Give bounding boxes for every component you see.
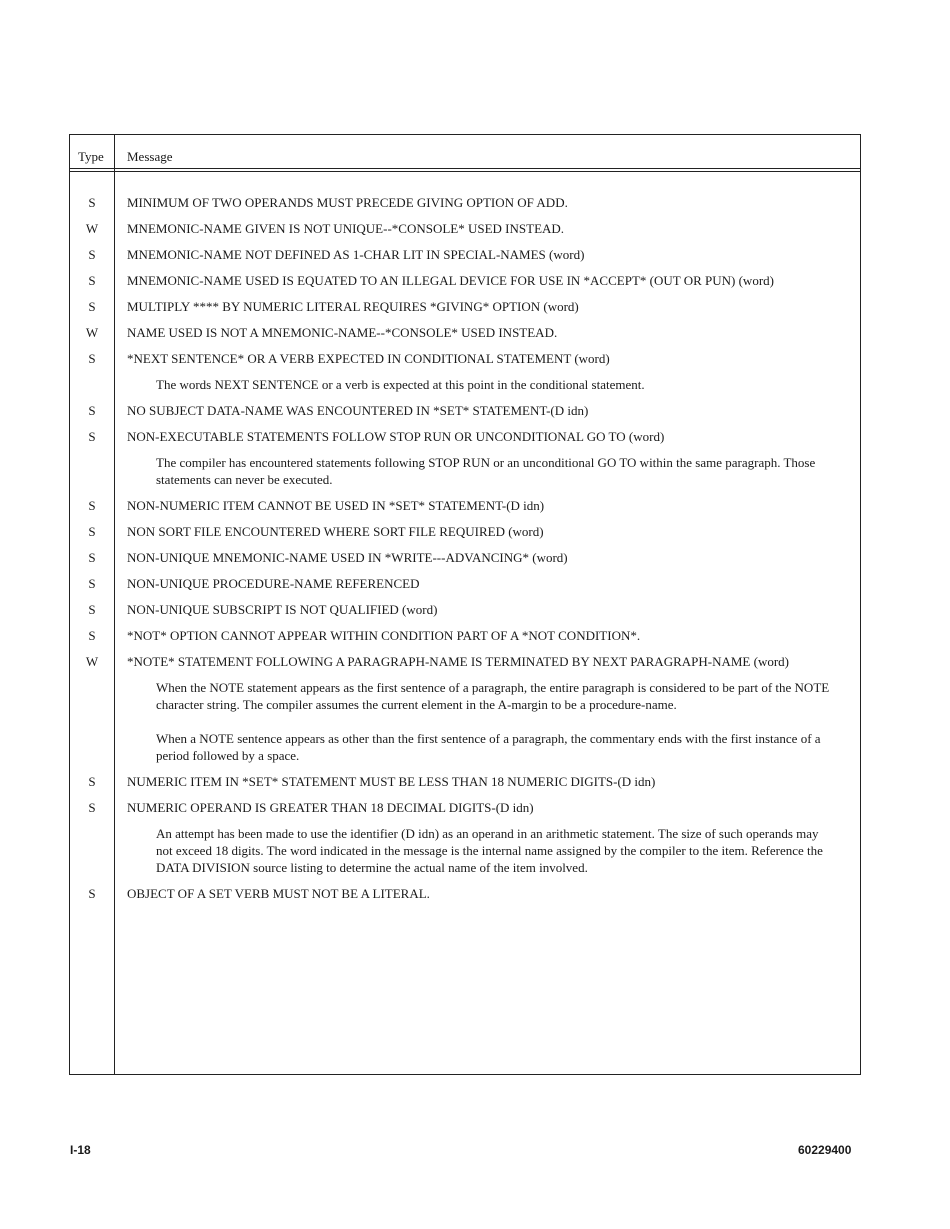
message-text: MNEMONIC-NAME USED IS EQUATED TO AN ILLEGAL DEVICE FOR USE IN *ACCEPT* (OUT OR PUN) (word)	[127, 273, 774, 288]
message-type: S	[88, 273, 96, 288]
table-row	[70, 773, 860, 790]
table-row	[70, 653, 860, 670]
table-row	[70, 601, 860, 618]
table-row	[70, 402, 860, 419]
message-type: S	[88, 550, 96, 565]
table-row	[70, 246, 860, 263]
message-type: W	[85, 325, 99, 340]
message-text: MNEMONIC-NAME GIVEN IS NOT UNIQUE--*CONSOLE* USED INSTEAD.	[127, 221, 565, 236]
message-text: NUMERIC OPERAND IS GREATER THAN 18 DECIMAL DIGITS-(D idn)	[127, 800, 534, 815]
header-rule	[70, 168, 860, 169]
header-message: Message	[127, 149, 173, 164]
explanation-text: The compiler has encountered statements following STOP RUN or an unconditional GO TO within the same paragraph. Those statements can never be executed.	[156, 455, 816, 487]
message-text: MNEMONIC-NAME NOT DEFINED AS 1-CHAR LIT IN SPECIAL-NAMES (word)	[127, 247, 585, 262]
message-type: S	[88, 774, 96, 789]
message-type: S	[88, 576, 96, 591]
table-row	[70, 324, 860, 341]
table-row	[70, 298, 860, 315]
table-row	[70, 272, 860, 289]
explanation-text: When a NOTE sentence appears as other than the first sentence of a paragraph, the commentary ends with the first instance of a period followed by a space.	[156, 731, 821, 763]
message-table	[69, 134, 861, 1075]
message-type: S	[88, 524, 96, 539]
message-text: MULTIPLY **** BY NUMERIC LITERAL REQUIRES *GIVING* OPTION (word)	[127, 299, 579, 314]
table-row	[70, 523, 860, 540]
message-text: NON-UNIQUE MNEMONIC-NAME USED IN *WRITE---ADVANCING* (word)	[127, 550, 568, 565]
table-row	[70, 885, 860, 902]
message-type: S	[88, 299, 96, 314]
message-text: MINIMUM OF TWO OPERANDS MUST PRECEDE GIVING OPTION OF ADD.	[127, 195, 568, 210]
message-text: OBJECT OF A SET VERB MUST NOT BE A LITERAL.	[127, 886, 430, 901]
message-text: *NEXT SENTENCE* OR A VERB EXPECTED IN CONDITIONAL STATEMENT (word)	[127, 351, 610, 366]
table-row	[70, 799, 860, 816]
explanation-text: An attempt has been made to use the identifier (D idn) as an operand in an arithmetic statement. The size of such operands may not exceed 18 digits. The word indicated in the message is the internal name assigned by the compiler to the item. Reference the DATA DIVISION source listing to determine the actual name of the item involved.	[156, 826, 823, 875]
header-type: Type	[78, 149, 104, 164]
message-type: S	[88, 602, 96, 617]
table-row	[70, 549, 860, 566]
table-row	[70, 428, 860, 445]
explanation-text: When the NOTE statement appears as the first sentence of a paragraph, the entire paragraph is considered to be part of the NOTE character string. The compiler assumes the current element in the A-margin to be a procedure-name.	[156, 680, 830, 712]
header-rule-double	[70, 171, 860, 172]
message-type: S	[88, 247, 96, 262]
message-text: *NOT* OPTION CANNOT APPEAR WITHIN CONDITION PART OF A *NOT CONDITION*.	[127, 628, 641, 643]
message-text: NON SORT FILE ENCOUNTERED WHERE SORT FILE REQUIRED (word)	[127, 524, 544, 539]
message-type: W	[85, 221, 99, 236]
table-row	[70, 350, 860, 367]
table-row	[70, 575, 860, 592]
message-type: S	[88, 403, 96, 418]
table-row	[70, 194, 860, 211]
message-text: NAME USED IS NOT A MNEMONIC-NAME--*CONSOLE* USED INSTEAD.	[127, 325, 558, 340]
message-type: S	[88, 800, 96, 815]
message-type: S	[88, 498, 96, 513]
table-row	[70, 497, 860, 514]
message-type: S	[88, 628, 96, 643]
document-number: 60229400	[798, 1143, 852, 1157]
message-text: *NOTE* STATEMENT FOLLOWING A PARAGRAPH-NAME IS TERMINATED BY NEXT PARAGRAPH-NAME (word)	[127, 654, 789, 669]
page-number: I-18	[70, 1143, 91, 1157]
message-type: W	[85, 654, 99, 669]
message-text: NON-UNIQUE SUBSCRIPT IS NOT QUALIFIED (word)	[127, 602, 438, 617]
message-text: NO SUBJECT DATA-NAME WAS ENCOUNTERED IN *SET* STATEMENT-(D idn)	[127, 403, 589, 418]
table-row	[70, 627, 860, 644]
message-text: NON-EXECUTABLE STATEMENTS FOLLOW STOP RUN OR UNCONDITIONAL GO TO (word)	[127, 429, 665, 444]
message-type: S	[88, 351, 96, 366]
message-type: S	[88, 195, 96, 210]
message-text: NUMERIC ITEM IN *SET* STATEMENT MUST BE LESS THAN 18 NUMERIC DIGITS-(D idn)	[127, 774, 656, 789]
message-text: NON-NUMERIC ITEM CANNOT BE USED IN *SET* STATEMENT-(D idn)	[127, 498, 545, 513]
table-row	[70, 220, 860, 237]
message-type: S	[88, 429, 96, 444]
message-text: NON-UNIQUE PROCEDURE-NAME REFERENCED	[127, 576, 420, 591]
message-type: S	[88, 886, 96, 901]
explanation-text: The words NEXT SENTENCE or a verb is expected at this point in the conditional statement.	[156, 377, 645, 392]
table-body	[70, 185, 860, 902]
